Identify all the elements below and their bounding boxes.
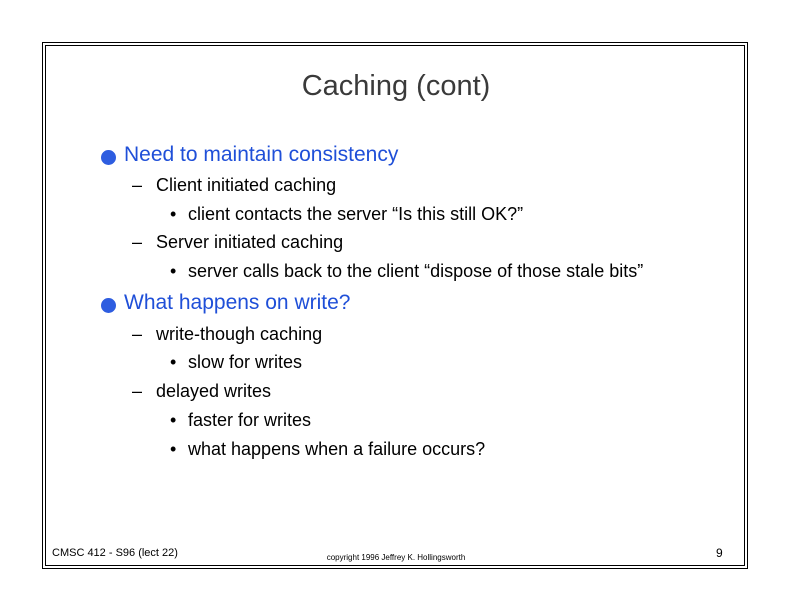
subsubitem-text: server calls back to the client “dispose of those stale bits” <box>188 261 644 281</box>
subitem-text: Server initiated caching <box>156 232 344 252</box>
subitem-text: write-though caching <box>156 324 323 344</box>
slide-title: Caching (cont) <box>301 70 491 102</box>
bullet-dot-icon <box>101 150 116 165</box>
dash-marker: – <box>132 175 143 195</box>
dash-marker: – <box>132 324 143 344</box>
page-number: 9 <box>716 546 723 560</box>
subitem-text: delayed writes <box>156 381 272 401</box>
subitem-text: Client initiated caching <box>156 175 337 195</box>
subsubitem-text: faster for writes <box>188 410 312 430</box>
dot-marker: • <box>170 410 177 430</box>
dash-marker: – <box>132 381 143 401</box>
dot-marker: • <box>170 261 177 281</box>
subsubitem-text: client contacts the server “Is this still OK?” <box>188 204 524 224</box>
subsubitem-text: what happens when a failure occurs? <box>188 439 486 459</box>
subsubitem-text: slow for writes <box>188 352 303 372</box>
bullet-1-text: Need to maintain consistency <box>124 143 399 166</box>
dot-marker: • <box>170 204 177 224</box>
dot-marker: • <box>170 352 177 372</box>
dash-marker: – <box>132 232 143 252</box>
footer-copyright: copyright 1996 Jeffrey K. Hollingsworth <box>326 553 466 562</box>
footer-course-label: CMSC 412 - S96 (lect 22) <box>52 547 178 559</box>
bullet-2-text: What happens on write? <box>124 291 351 314</box>
dot-marker: • <box>170 439 177 459</box>
bullet-dot-icon <box>101 298 116 313</box>
